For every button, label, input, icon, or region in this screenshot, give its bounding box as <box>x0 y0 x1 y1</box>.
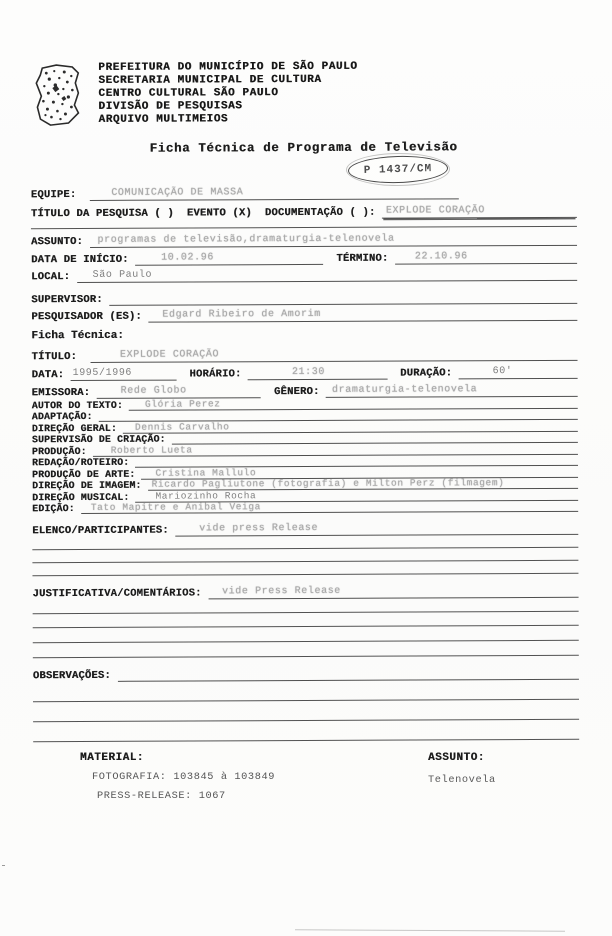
field-label: ADAPTAÇÃO: <box>31 410 99 423</box>
org-line: DIVISÃO DE PESQUISAS <box>98 100 243 113</box>
field-value-line <box>208 584 579 600</box>
field-label: ASSUNTO: <box>30 235 90 249</box>
field-label: JUSTIFICATIVA/COMENTÁRIOS: <box>32 587 209 601</box>
press-release-label: PRESS-RELEASE: <box>97 790 192 802</box>
field-value-line <box>117 666 579 682</box>
field-value-text: Roberto Lueta <box>110 443 193 456</box>
field-value-text: 22.10.96 <box>414 251 468 263</box>
field-label: HORÁRIO: <box>176 368 248 381</box>
form-rows <box>31 178 579 742</box>
field-value-text: COMUNICAÇÃO DE MASSA <box>111 187 244 199</box>
fotografia-line <box>92 771 275 783</box>
field-value-text: Mariozinho Rocha <box>155 489 257 502</box>
field-label: PESQUISADOR (ES): <box>31 310 149 324</box>
field-value-line <box>175 521 578 537</box>
field-label: EQUIPE: <box>30 188 90 202</box>
field-label: DIREÇÃO GERAL: <box>31 422 124 434</box>
field-label: PRODUÇÃO DE ARTE: <box>32 468 142 480</box>
field-value-text: vide Press Release <box>222 585 341 598</box>
field-value-line <box>459 365 578 380</box>
field-value-text: Tato Mapitre e Anibal Veiga <box>90 501 261 513</box>
row-blank-line <box>33 720 579 742</box>
field-label: ELENCO/PARTICIPANTES: <box>32 524 176 538</box>
field-value-text: Dennis Carvalho <box>134 420 230 433</box>
field-value-line <box>90 347 578 363</box>
org-line: CENTRO CULTURAL SÃO PAULO <box>98 87 279 100</box>
field-label: TÉRMINO: <box>323 252 395 265</box>
assunto-block <box>428 752 496 786</box>
field-value-text: EXPLODE CORAÇÃO <box>385 205 485 217</box>
org-name-lines <box>98 60 358 127</box>
field-label: DURAÇÃO: <box>387 367 459 380</box>
letterhead <box>30 59 576 127</box>
row-tipo-pesquisa-evento-documentacao <box>31 199 577 220</box>
field-label: REDAÇÃO/ROTEIRO: <box>31 456 136 469</box>
row-local <box>31 264 577 283</box>
field-label: OBSERVAÇÕES: <box>32 669 118 683</box>
field-label: PRODUÇÃO: <box>31 445 93 457</box>
material-block <box>80 752 275 802</box>
field-value-line <box>81 500 578 514</box>
field-label: LOCAL: <box>31 270 77 284</box>
field-value-text: Cristina Mallulo <box>155 466 257 479</box>
row-assunto <box>31 227 577 248</box>
scan-artifact-dot <box>2 865 5 866</box>
row-blank-line <box>33 680 579 702</box>
field-value-line <box>89 232 577 248</box>
row-supervisor <box>31 286 577 306</box>
field-label: TÍTULO: <box>31 350 91 364</box>
field-value-line <box>148 307 577 323</box>
row-elenco-participantes <box>32 522 578 537</box>
field-label: DIREÇÃO MUSICAL: <box>32 491 136 503</box>
field-value-text: Rede Globo <box>120 385 187 397</box>
row-data-horario-duracao <box>32 361 578 381</box>
field-value-text: dramaturgia-telenovela <box>332 384 478 396</box>
row-pesquisador <box>31 304 577 323</box>
fotografia-label: FOTOGRAFIA: <box>92 771 167 783</box>
field-label: TÍTULO DA PESQUISA ( ) EVENTO (X) DOCUMENTAÇÃO ( ): <box>30 206 382 221</box>
row-titulo <box>31 343 577 363</box>
field-label: GÊNERO: <box>261 385 327 399</box>
row-blank-line <box>33 700 579 722</box>
document-title: Ficha Técnica de Programa de Televisão <box>149 140 458 156</box>
row-justificativa-comentarios <box>33 582 579 600</box>
field-value-line <box>395 250 577 265</box>
field-label: AUTOR DO TEXTO: <box>31 399 130 411</box>
field-label: DATA DE INÍCIO: <box>31 253 136 267</box>
field-value-text: vide press Release <box>199 522 319 535</box>
press-release-line <box>97 790 275 802</box>
field-value-text: 1995/1996 <box>72 367 133 380</box>
field-value-text: Edgard Ribeiro de Amorim <box>162 308 321 321</box>
process-number: P 1437/CM <box>363 162 433 177</box>
field-value-line <box>382 204 577 219</box>
field-value-text: São Paulo <box>92 269 153 281</box>
row-edicao <box>32 500 578 514</box>
field-label: SUPERVISÃO DE CRIAÇÃO: <box>31 433 172 446</box>
assunto-value: Telenovela <box>428 774 496 786</box>
field-value-text: 10.02.96 <box>161 252 214 264</box>
material-label: MATERIAL: <box>80 752 144 764</box>
field-label: DIREÇÃO DE IMAGEM: <box>32 479 148 492</box>
assunto-label: ASSUNTO: <box>428 752 485 764</box>
sao-paulo-coat-of-arms-logo <box>34 63 82 127</box>
row-datas <box>31 246 577 266</box>
row-ficha-tecnica-heading: Ficha Técnica: <box>31 329 124 343</box>
field-value-line <box>97 384 261 399</box>
field-value-text: Ricardo Pagliutone (fotografia) e Milton Perz (filmagem) <box>151 477 505 490</box>
fotografia-value: 103845 à 103849 <box>173 771 276 783</box>
field-value-line <box>248 366 387 381</box>
field-value-text: 60' <box>492 366 513 378</box>
press-release-value: 1067 <box>198 790 226 802</box>
process-number-stamp <box>348 155 449 185</box>
field-value-text: 21:30 <box>291 366 325 379</box>
field-value-line <box>89 185 459 201</box>
field-label: EDIÇÃO: <box>32 502 81 515</box>
field-value-text: programas de televisão,dramaturgia-telenovela <box>97 233 395 246</box>
field-value-line <box>71 367 177 381</box>
org-line: ARQUIVO MULTIMEIOS <box>98 113 229 126</box>
org-line: PREFEITURA DO MUNICÍPIO DE SÃO PAULO <box>98 60 358 74</box>
org-line: SECRETARIA MUNICIPAL DE CULTURA <box>98 73 322 87</box>
field-value-text: EXPLODE CORAÇÃO <box>119 349 220 361</box>
field-value-text: Glória Perez <box>144 397 221 410</box>
field-value-line <box>109 290 577 306</box>
field-label: DATA: <box>31 369 71 382</box>
field-label: EMISSORA: <box>31 386 97 400</box>
field-value-line <box>77 267 578 283</box>
field-value-line <box>135 251 323 266</box>
row-observacoes <box>33 662 579 682</box>
field-label: SUPERVISOR: <box>31 293 110 307</box>
